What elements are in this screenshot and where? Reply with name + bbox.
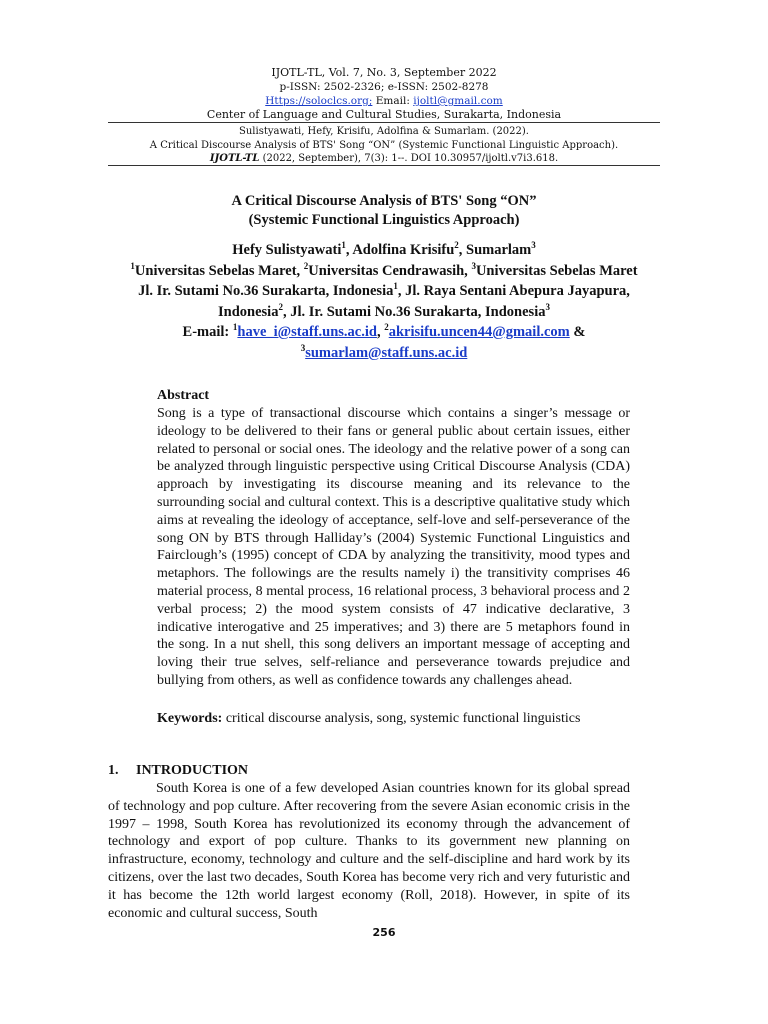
- address-4: , Jl. Ir. Sutami No.36 Surakarta, Indonesia: [282, 303, 546, 320]
- affiliation-3: Universitas Sebelas Maret: [475, 262, 638, 279]
- email-link-1[interactable]: have_i@staff.uns.ac.id: [237, 324, 377, 340]
- author-block: [0, 240, 768, 363]
- sup-2: 2: [303, 260, 309, 271]
- section-number: 1.: [108, 763, 119, 778]
- section-title: INTRODUCTION: [136, 763, 249, 778]
- sup-1: 1: [341, 240, 346, 251]
- sup-2: 2: [384, 322, 389, 333]
- citation-block: [0, 125, 768, 166]
- author-1: Hefy Sulistyawati: [232, 242, 342, 258]
- introduction-paragraph: South Korea is one of a few developed Asian countries known for its global spread of technology and pop culture. After recovering from the severe Asian economic crisis in the 1997 – 1998, South Korea has revolutionized its economy through the advancement of technology and export of pop culture. Thanks to its government new planning on infrastructure, economy, technology and culture and the self-discipline and hard work by its citizens, over the last two decades, South Korea has become very rich and very futuristic and it has become the 12th world largest economy (Roll, 2018). However, in spite of its economic and cultural success, South: [108, 781, 630, 921]
- address-line-2: [0, 302, 768, 323]
- author-2: , Adolfina Krisifu: [345, 242, 455, 258]
- ampersand: &: [569, 324, 586, 340]
- sup-3: 3: [531, 240, 536, 251]
- sup-3: 3: [471, 260, 476, 271]
- title-line-2: (Systemic Functional Linguistics Approach): [248, 212, 520, 228]
- sup-3: 3: [545, 301, 550, 312]
- email-label: E-mail:: [182, 324, 233, 340]
- keywords-label: Keywords:: [157, 711, 223, 726]
- journal-contact: [0, 94, 768, 108]
- citation-line-3: [0, 152, 768, 166]
- address-3: Indonesia: [218, 303, 279, 320]
- keywords-text: critical discourse analysis, song, systemic functional linguistics: [222, 711, 581, 726]
- email-link-3[interactable]: sumarlam@staff.uns.ac.id: [305, 344, 468, 361]
- email-link-2[interactable]: akrisifu.uncen44@gmail.com: [388, 324, 570, 340]
- citation-journal: IJOTL-TL: [209, 153, 260, 164]
- section-heading-introduction: [108, 763, 248, 779]
- author-names: [0, 240, 768, 261]
- page-number: 256: [372, 926, 396, 939]
- journal-issn: p-ISSN: 2502-2326; e-ISSN: 2502-8278: [279, 81, 489, 93]
- address-1: Jl. Ir. Sutami No.36 Surakarta, Indonesia: [138, 283, 394, 299]
- journal-header: [0, 66, 768, 122]
- email-line-1: E-mail: $^1$have_i@staff.uns.ac.id, $^2$akrisifu.uncen44@gmail.com &: [182, 322, 586, 340]
- sup-1: 1: [393, 281, 398, 292]
- keywords: [157, 710, 657, 728]
- affiliation-2: Universitas Cendrawasih,: [308, 262, 472, 279]
- journal-url-link[interactable]: Https://soloclcs.org;: [265, 95, 373, 107]
- title-line-1: A Critical Discourse Analysis of BTS' Song “ON”: [231, 193, 537, 209]
- abstract-text: Song is a type of transactional discourse which contains a singer’s message or ideology to be delivered to their fans or general public about certain issues, either related to personal or social ones. The ideology and the relative power of a song can be analyzed through linguistic perspective using Critical Discourse Analysis (CDA) approach by investigating its discourse meaning and its relevance to the surrounding social and cultural context. This is a descriptive qualitative study which aims at revealing the ideology of acceptance, self-love and self-perseverance of the song ON by BTS through Halliday’s (2004) Systemic Functional Linguistics and Fairclough’s (1995) concept of CDA by analyzing the transitivity, mood types and metaphors. The followings are the results namely i) the transitivity comprises 46 material process, 8 mental process, 16 relational process, 3 behavioral process and 2 verbal process; 2) the mood system consists of 47 indicative declarative, 3 indicative interogative and 25 imperatives; and 3) there are 5 metaphors found in the song. In a nut shell, this song delivers an important message of accepting and loving their true selves, self-reliance and perseverance towards prejudice and bullying from others, as well as confidence towards any challenges ahead.: [157, 406, 630, 688]
- sup-1: 1: [232, 322, 238, 333]
- journal-email-link[interactable]: ijoltl@gmail.com: [413, 95, 503, 107]
- abstract-heading: Abstract: [157, 388, 210, 403]
- affiliation-1: Universitas Sebelas Maret,: [134, 262, 304, 279]
- email-line-2: [0, 343, 768, 364]
- paper-title: [0, 192, 768, 230]
- sup-3: 3: [300, 342, 306, 353]
- sup-2: 2: [278, 301, 283, 312]
- header-rule-top: [108, 122, 660, 123]
- journal-center: Center of Language and Cultural Studies, Surakarta, Indonesia: [206, 108, 562, 121]
- citation-line-1: Sulistyawati, Hefy, Krisifu, Adolfina & Sumarlam. (2022).: [239, 126, 529, 137]
- sup-2: 2: [454, 240, 459, 251]
- affiliations: [0, 261, 768, 282]
- address-2: , Jl. Raya Sentani Abepura Jayapura,: [397, 283, 630, 299]
- author-3: , Sumarlam: [458, 242, 532, 258]
- header-rule-bottom: [108, 165, 660, 166]
- journal-volume: IJOTL-TL, Vol. 7, No. 3, September 2022: [271, 66, 497, 79]
- citation-details: (2022, September), 7(3): 1--. DOI 10.30957/ijoltl.v7i3.618.: [259, 153, 559, 164]
- sup-1: 1: [130, 260, 135, 271]
- email-label: Email:: [372, 95, 414, 107]
- address-line-1: [0, 281, 768, 302]
- citation-line-2: A Critical Discourse Analysis of BTS' Song “ON” (Systemic Functional Linguistic Approach).: [149, 139, 619, 151]
